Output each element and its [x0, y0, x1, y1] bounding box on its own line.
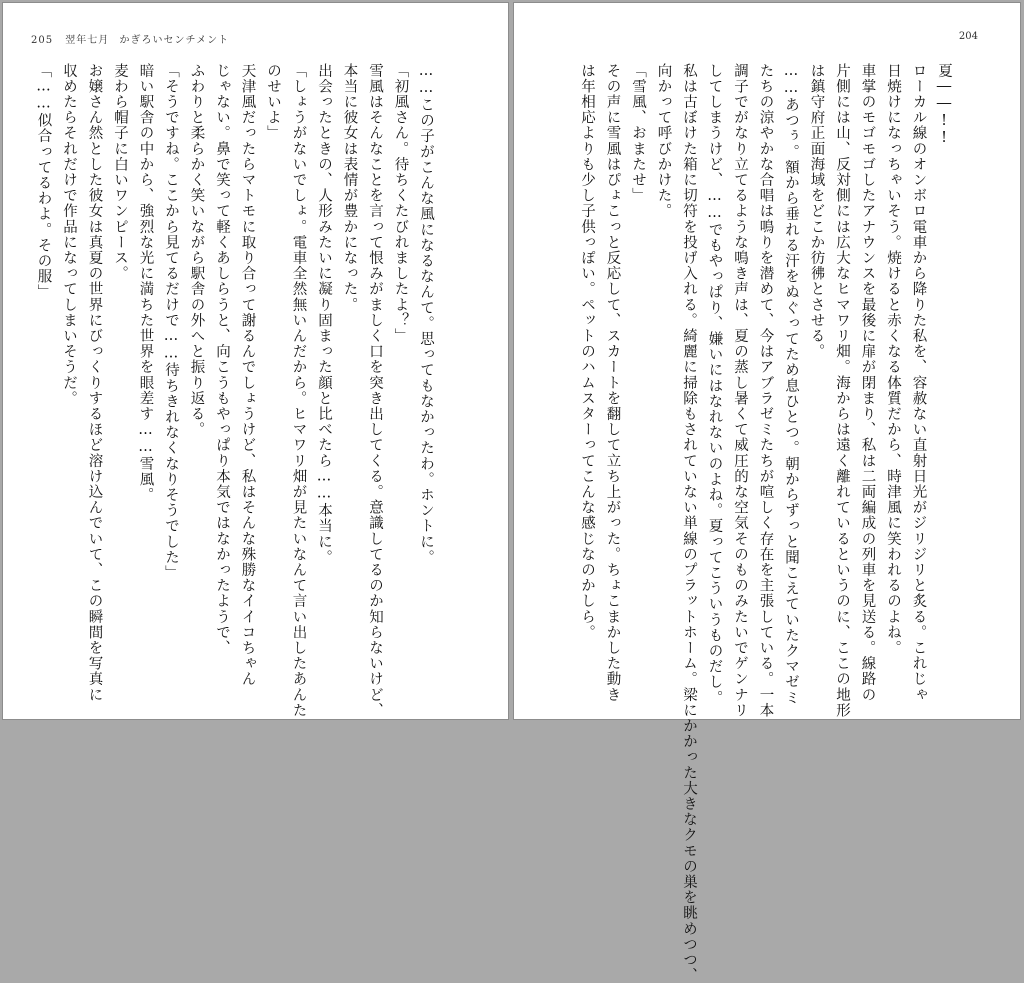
text-line: ローカル線のオンボロ電車から降りた私を、容赦ない直射日光がジリジリと炙る。これじゃ — [910, 63, 927, 703]
right-body-text — [579, 63, 956, 983]
text-line: 収めたらそれだけで作品になってしまいそうだ。 — [61, 63, 77, 407]
left-page — [3, 3, 508, 719]
text-line: 調子でがなり立てるような鳴き声は、夏の蒸し暑くて威圧的な空気そのものみたいでゲンナリ — [732, 63, 748, 719]
text-line: は年相応よりも少し子供っぽい。ペットのハムスターってこんな感じなのかしら。 — [579, 63, 595, 641]
text-line: 夏――!! — [936, 63, 952, 147]
text-line: 日焼けになっちゃいそう。焼けると赤くなる体質だから、時津風に笑われるのよね。 — [885, 63, 901, 656]
text-line: 「しょうがないでしょ。電車全然無いんだから。ヒマワリ畑が見たいなんて言い出したあんた — [290, 63, 307, 719]
text-line: のせいよ」 — [265, 63, 281, 141]
text-line: 「……似合ってるわよ。その服」 — [35, 63, 52, 300]
text-line: たちの涼やかな合唱は鳴りを潜めて、今はアブラゼミたちが喧しく存在を主張している。一本 — [757, 63, 774, 719]
text-line: 片側には山、反対側には広大なヒマワリ畑。海からは遠く離れているというのに、ここの地形 — [834, 63, 850, 719]
text-line: 「雪風、おまたせ」 — [630, 63, 646, 204]
text-line: ふわりと柔らかく笑いながら駅舎の外へと振り返る。 — [188, 63, 205, 438]
text-line: 車掌のモゴモゴしたアナウンスを最後に扉が閉まり、私は二両編成の列車を見送る。線路の — [859, 63, 876, 703]
page-number: 205 — [31, 35, 54, 46]
running-header — [31, 31, 229, 46]
text-line: 麦わら帽子に白いワンピース。 — [112, 63, 128, 282]
text-line: その声に雪風はぴょこっと反応して、スカートを翻して立ち上がった。ちょこまかした動き — [604, 63, 621, 703]
right-page — [514, 3, 1020, 983]
text-line: 暗い駅舎の中から、強烈な光に満ちた世界を眼差す……雪風。 — [137, 63, 154, 503]
book-title: かぎろいセンチメント — [119, 35, 230, 46]
text-line: 私は古ぼけた箱に切符を投げ入れる。綺麗に掃除もされていない単線のプラットホーム。梁にかかった大きなクモの巣を眺めつつ、 — [681, 63, 697, 983]
page-number: 204 — [958, 31, 978, 42]
text-line: 天津風だったらマトモに取り合って謝るんでしょうけど、私はそんな殊勝なイイコちゃん — [239, 63, 256, 687]
text-line: 「初風さん。待ちくたびれましたよ？」 — [392, 63, 409, 344]
text-line: 雪風はそんなことを言って恨みがましく口を突き出してくる。意識してるのか知らないけど、 — [367, 63, 383, 719]
text-line: してしまうけど、……でもやっぱり、嫌いにはなれないのよね。夏ってこういうものだし。 — [706, 63, 723, 706]
text-line: ……あつぅ。額から垂れる汗をぬぐってため息ひとつ。朝からずっと聞こえていたクマゼミ — [783, 63, 799, 706]
text-line: 「そうですね。ここから見てるだけで……待ちきれなくなりそうでした」 — [163, 63, 179, 581]
text-line: ……この子がこんな風になるなんて。思ってもなかったわ。ホントに。 — [418, 63, 434, 566]
left-body-text — [35, 63, 438, 719]
text-line: 本当に彼女は表情が豊かになった。 — [341, 63, 358, 313]
text-line: お嬢さん然とした彼女は真夏の世界にびっくりするほど溶け込んでいて、この瞬間を写真に — [86, 63, 103, 703]
text-line: じゃない。鼻で笑って軽くあしらうと、向こうもやっぱり本気ではなかったようで、 — [214, 63, 230, 656]
text-line: 向かって呼びかけた。 — [655, 63, 672, 219]
chapter-label: 翌年七月 — [65, 35, 110, 46]
text-line: は鎮守府正面海域をどこか彷彿とさせる。 — [808, 63, 825, 360]
text-line: 出会ったときの、人形みたいに凝り固まった顔と比べたら……本当に。 — [316, 63, 332, 566]
